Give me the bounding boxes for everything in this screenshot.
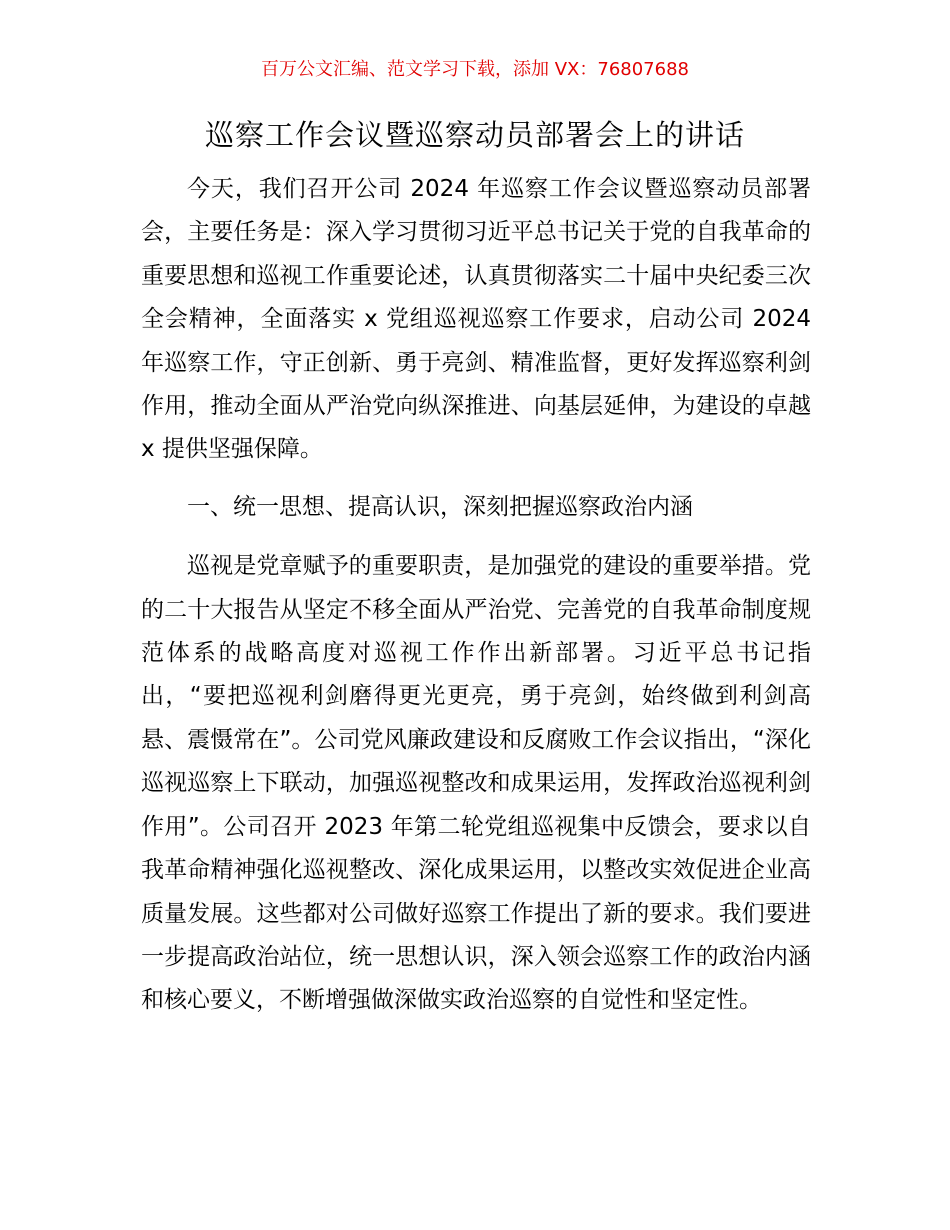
- header-ad-note: 百万公文汇编、范文学习下载，添加 VX：76807688: [261, 59, 689, 80]
- document-body: [141, 168, 811, 1023]
- intro-paragraph: 今天，我们召开公司 2024 年巡察工作会议暨巡察动员部署会，主要任务是：深入学习贯彻习近平总书记关于党的自我革命的重要思想和巡视工作重要论述，认真贯彻落实二十届中央纪委三次全会精神，全面落实 x 党组巡视巡察工作要求，启动公司 2024 年巡察工作，守正创新、勇于亮剑、精准监督，更好发挥巡察利剑作用，推动全面从严治党向纵深推进、向基层延伸，为建设的卓越 x 提供坚强保障。: [141, 176, 811, 463]
- section-1-paragraph: 巡视是党章赋予的重要职责，是加强党的建设的重要举措。党的二十大报告从坚定不移全面从严治党、完善党的自我革命制度规范体系的战略高度对巡视工作作出新部署。习近平总书记指出，“要把巡视利剑磨得更光更亮，勇于亮剑，始终做到利剑高悬、震慑常在”。公司党风廉政建设和反腐败工作会议指出，“深化巡视巡察上下联动，加强巡视整改和成果运用，发挥政治巡视利剑作用”。公司召开 2023 年第二轮党组巡视集中反馈会，要求以自我革命精神强化巡视整改、深化成果运用，以整改实效促进企业高质量发展。这些都对公司做好巡察工作提出了新的要求。我们要进一步提高政治站位，统一思想认识，深入领会巡察工作的政治内涵和核心要义，不断增强做深做实政治巡察的自觉性和坚定性。: [141, 553, 811, 1014]
- document-title: 巡察工作会议暨巡察动员部署会上的讲话: [204, 118, 745, 152]
- section-heading-1: 一、统一思想、提高认识，深刻把握巡察政治内涵: [187, 493, 693, 520]
